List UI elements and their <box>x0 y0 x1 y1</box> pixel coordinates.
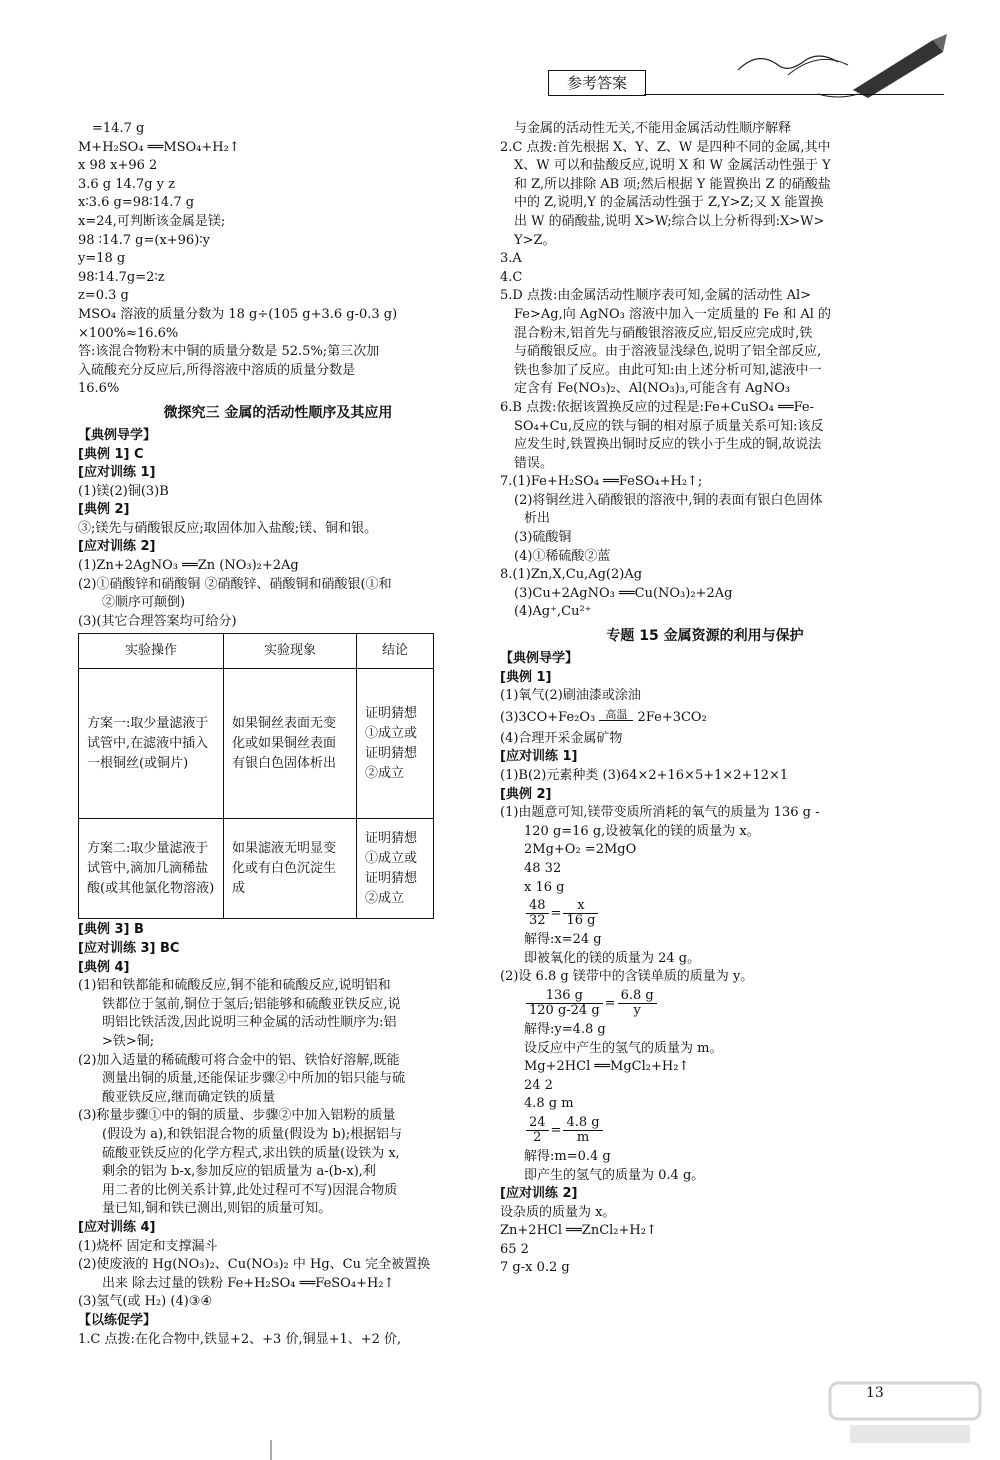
text-line: (4)①稀硫酸②蓝 <box>514 548 611 564</box>
text-line: 48 32 <box>524 860 562 876</box>
text-line: 与硝酸银反应。由于溶液显浅绿色,说明了铝全部反应, <box>514 344 822 360</box>
text-line: MSO₄ 溶液的质量分数为 18 g÷(105 g+3.6 g-0.3 g) <box>78 306 398 322</box>
text-line: 设杂质的质量为 x。 <box>500 1204 616 1220</box>
text-line: 出来 除去过量的铁粉 Fe+H₂SO₄ ══FeSO₄+H₂↑ <box>102 1275 395 1291</box>
condition-label: 高温 <box>605 707 628 721</box>
text-line: (1)镁(2)铜(3)B <box>78 483 169 499</box>
text-line: 析出 <box>524 511 551 527</box>
text-line: x 98 x+96 2 <box>78 158 158 174</box>
watermark-logo-icon <box>820 1375 990 1450</box>
text-line: 量已知,铜和铁已测出,则铝的质量可知。 <box>102 1201 332 1217</box>
text-line: SO₄+Cu,反应的铁与铜的相对原子质量关系可知:该反 <box>514 418 824 434</box>
text-line: 混合粉末,铝首先与硝酸银溶液反应,铝反应完成时,铁 <box>514 325 813 341</box>
text-line: (3)氢气(或 H₂) (4)③④ <box>78 1294 213 1310</box>
text-line: (3)Cu+2AgNO₃ ══Cu(NO₃)₂+2Ag <box>514 585 733 601</box>
text-line: 2.C 点拨:首先根据 X、Y、Z、W 是四种不同的金属,其中 <box>500 139 831 155</box>
text-line: (3)(其它合理答案均可给分) <box>78 613 237 629</box>
text-line: (1)B(2)元素种类 (3)64×2+16×5+1×2+12×1 <box>500 768 789 783</box>
table-cell: 方案一:取少量滤液于试管中,在滤液中插入一根铜丝(或铜片) <box>79 669 224 819</box>
text-line: 出 W 的硝酸盐,说明 X>W;综合以上分析得到:X>W> <box>514 213 825 229</box>
section-title-1: 微探究三 金属的活动性顺序及其应用 <box>163 404 393 421</box>
text-line: 入硫酸充分反应后,所得溶液中溶质的质量分数是 <box>78 362 356 378</box>
right-block-3 <box>500 730 910 897</box>
text-line: 65 2 <box>500 1241 529 1257</box>
table-cell: 如果滤液无明显变化或有白色沉淀生成 <box>224 819 357 919</box>
left-column <box>78 120 478 1349</box>
right-column <box>500 120 910 1278</box>
text-line: ×100%≈16.6% <box>78 325 179 341</box>
fraction: $\frac{24}{2}$ <box>526 1116 549 1145</box>
text-line: 错误。 <box>514 455 554 471</box>
text-line: 16.6% <box>78 381 120 397</box>
text-line: 中的 Z,说明,Y 的金属活动性强于 Z,Y>Z;又 X 能置换 <box>514 195 824 211</box>
header-title: 参考答案 <box>548 70 646 96</box>
text-line: 【典例导学】 <box>78 427 157 443</box>
fold-mark <box>270 1440 272 1460</box>
text-line: (4)合理开采金属矿物 <box>500 730 623 746</box>
text-line: [典例 4] <box>78 959 130 975</box>
text-line: 7.(1)Fe+H₂SO₄ ══FeSO₄+H₂↑; <box>500 474 703 490</box>
text-line: X、W 可以和盐酸反应,说明 X 和 W 金属活动性强于 Y <box>514 158 831 174</box>
text-line: 测量出铜的质量,还能保证步骤②中所加的铝只能与硫 <box>102 1071 406 1087</box>
text-line: 定含有 Fe(NO₃)₂、Al(NO₃)₃,可能含有 AgNO₃ <box>514 381 791 397</box>
text-line: (1)铝和铁都能和硫酸反应,铜不能和硫酸反应,说明铝和 <box>78 978 391 994</box>
table-header: 实验操作 <box>79 634 224 669</box>
section-title-2: 专题 15 金属资源的利用与保护 <box>606 628 804 645</box>
text-line: ③;镁先与硝酸银反应;取固体加入盐酸;镁、铜和银。 <box>78 520 378 536</box>
text-line: >铁>铜; <box>102 1034 155 1049</box>
text-line: 和 Z,所以排除 AB 项;然后根据 Y 能置换出 Z 的硝酸盐 <box>514 176 831 192</box>
text-line: 【以练促学】 <box>78 1312 157 1328</box>
right-block-4 <box>500 931 910 987</box>
text-line: 应发生时,铁置换出铜时反应的铁小于生成的铜,故说法 <box>514 437 822 453</box>
table-cell: 如果铜丝表面无变化或如果铜丝表面有银白色固体析出 <box>224 669 357 819</box>
text-line: ②顺序可颠倒) <box>102 595 186 611</box>
text-line: =14.7 g <box>92 121 145 136</box>
text-line: 解得:x=24 g <box>524 932 602 948</box>
text-line: (2)加入适量的稀硫酸可将合金中的铝、铁恰好溶解,既能 <box>78 1052 400 1068</box>
table-row <box>79 819 434 919</box>
text-line: Zn+2HCl ══ZnCl₂+H₂↑ <box>500 1223 657 1239</box>
equation-right: 2Fe+3CO₂ <box>637 709 707 725</box>
text-line: 2Mg+O₂ =2MgO <box>524 842 637 858</box>
text-line: y=18 g <box>78 251 126 267</box>
right-block-6 <box>500 1148 910 1278</box>
text-line: [应对训练 3] BC <box>78 941 180 957</box>
text-line: (2)使废液的 Hg(NO₃)₂、Cu(NO₃)₂ 中 Hg、Cu 完全被置换 <box>78 1257 431 1273</box>
table-header: 实验现象 <box>224 634 357 669</box>
proportion-2: $\frac{136 g}{120 g-24 g}$ = $\frac{6.8 g}{y}$ <box>500 987 910 1021</box>
fraction: $\frac{x}{16 g}$ <box>563 899 598 928</box>
text-line: 1.C 点拨:在化合物中,铁显+2、+3 价,铜显+1、+2 价, <box>78 1331 402 1347</box>
fraction: $\frac{6.8 g}{y}$ <box>618 989 657 1018</box>
text-line: 解得:y=4.8 g <box>524 1021 606 1037</box>
table-row <box>79 669 434 819</box>
text-line: 【典例导学】 <box>500 651 579 667</box>
table-header: 结论 <box>357 634 434 669</box>
text-line: 铁都位于氢前,铜位于氢后;铝能够和硫酸亚铁反应,说 <box>102 996 401 1012</box>
text-line: (3)硫酸铜 <box>514 530 572 546</box>
text-line: 3.6 g 14.7g y z <box>78 176 175 192</box>
right-block-1 <box>500 120 910 622</box>
text-line: (3)称量步骤①中的铜的质量、步骤②中加入铝粉的质量 <box>78 1108 396 1124</box>
text-line: 硫酸亚铁反应的化学方程式,求出铁的质量(设铁为 x, <box>102 1145 400 1161</box>
text-line: z=0.3 g <box>78 288 129 304</box>
text-line: (2)设 6.8 g 镁带中的含镁单质的质量为 y。 <box>500 969 754 985</box>
text-line: 6.B 点拨:依据该置换反应的过程是:Fe+CuSO₄ ══Fe- <box>500 399 815 415</box>
text-line: 98∶14.7g=2∶z <box>78 269 165 285</box>
text-line: [典例 3] B <box>78 922 144 938</box>
proportion-1: $\frac{48}{32}$ = $\frac{x}{16 g}$ <box>500 897 910 931</box>
text-line: 剩余的铝为 b-x,参加反应的铝质量为 a-(b-x),利 <box>102 1164 376 1180</box>
text-line: (2)①硝酸锌和硝酸铜 ②硝酸锌、硝酸铜和硝酸银(①和 <box>78 576 392 592</box>
text-line: [典例 1] C <box>78 446 144 462</box>
text-line: [典例 2] <box>500 786 552 802</box>
text-line: 8.(1)Zn,X,Cu,Ag(2)Ag <box>500 567 643 583</box>
fraction: $\frac{48}{32}$ <box>526 899 549 928</box>
text-line: 5.D 点拨:由金属活动性顺序表可知,金属的活动性 Al> <box>500 288 812 304</box>
table-cell: 证明猜想①成立或证明猜想②成立 <box>357 819 434 919</box>
text-line: 即产生的氢气的质量为 0.4 g。 <box>524 1167 705 1183</box>
text-line: (1)烧杯 固定和支撑漏斗 <box>78 1238 218 1254</box>
text-line: [典例 2] <box>78 502 130 518</box>
left-block-2 <box>78 427 478 632</box>
text-line: 7 g-x 0.2 g <box>500 1260 570 1276</box>
text-line: [应对训练 1] <box>500 749 578 765</box>
text-line: 解得:m=0.4 g <box>524 1148 611 1164</box>
table-cell: 方案二:取少量滤液于试管中,滴加几滴稀盐酸(或其他氯化物溶液) <box>79 819 224 919</box>
text-line: [典例 1] <box>500 669 552 685</box>
text-line: [应对训练 2] <box>500 1186 578 1202</box>
text-line: Mg+2HCl ══MgCl₂+H₂↑ <box>524 1059 690 1075</box>
page-number: 13 <box>866 1385 884 1401</box>
text-line: 98 ∶14.7 g=(x+96)∶y <box>78 232 210 248</box>
right-block-2 <box>500 650 910 706</box>
page-header <box>548 30 968 100</box>
text-line: Y>Z。 <box>514 232 556 248</box>
text-line: 用二者的比例关系计算,此处过程可不写)因混合物质 <box>102 1182 398 1198</box>
text-line: 即被氧化的镁的质量为 24 g。 <box>524 950 701 966</box>
text-line: 120 g=16 g,设被氧化的镁的质量为 x。 <box>524 823 760 839</box>
reaction-condition <box>599 707 633 721</box>
text-line: 24 2 <box>524 1077 553 1093</box>
text-line: 设反应中产生的氢气的质量为 m。 <box>524 1040 723 1056</box>
text-line: 铁也参加了反应。由此可知:由上述分析可知,滤液中一 <box>514 362 822 378</box>
table-cell: 证明猜想①成立或证明猜想②成立 <box>357 669 434 819</box>
text-line: (1)由题意可知,镁带变质所消耗的氧气的质量为 136 g - <box>500 805 820 821</box>
text-line: [应对训练 1] <box>78 465 156 481</box>
equation-left: (3)3CO+Fe₂O₃ <box>500 709 600 725</box>
text-line: M+H₂SO₄ ══MSO₄+H₂↑ <box>78 139 240 155</box>
high-temp-equation <box>500 706 910 730</box>
text-line: x∶3.6 g=98∶14.7 g <box>78 195 195 211</box>
left-block-3 <box>78 921 478 1349</box>
fraction: $\frac{4.8 g}{m}$ <box>563 1116 602 1145</box>
text-line: 4.8 g m <box>524 1096 574 1112</box>
text-line: (4)Ag⁺,Cu²⁺ <box>514 604 592 620</box>
text-line: 3.A <box>500 251 522 267</box>
right-block-5 <box>500 1021 910 1114</box>
text-line: (2)将铜丝进入硝酸银的溶液中,铜的表面有银白色固体 <box>514 492 823 508</box>
experiment-table <box>78 633 434 919</box>
text-line: x 16 g <box>524 879 565 895</box>
text-line: 4.C <box>500 269 523 285</box>
text-line: [应对训练 4] <box>78 1219 156 1235</box>
text-line: 与金属的活动性无关,不能用金属活动性顺序解释 <box>514 121 792 136</box>
pen-ornament-icon <box>728 30 968 100</box>
text-line: [应对训练 2] <box>78 539 156 555</box>
text-line: Fe>Ag,向 AgNO₃ 溶液中加入一定质量的 Fe 和 Al 的 <box>514 306 832 322</box>
text-line: 明铝比铁活泼,因此说明三种金属的活动性顺序为:铝 <box>102 1015 397 1031</box>
text-line: (假设为 a),和铁铝混合物的质量(假设为 b);根据铝与 <box>102 1126 403 1142</box>
proportion-3: $\frac{24}{2}$ = $\frac{4.8 g}{m}$ <box>500 1114 910 1148</box>
text-line: (1)氧气(2)刷油漆或涂油 <box>500 688 641 704</box>
text-line: 酸亚铁反应,继而确定铁的质量 <box>102 1089 276 1105</box>
header-rule <box>644 94 944 95</box>
text-line: (1)Zn+2AgNO₃ ══Zn (NO₃)₂+2Ag <box>78 558 299 574</box>
fraction: $\frac{136 g}{120 g-24 g}$ <box>526 989 603 1018</box>
left-block-1 <box>78 120 478 399</box>
text-line: x=24,可判断该金属是镁; <box>78 213 226 229</box>
text-line: 答:该混合物粉末中铜的质量分数是 52.5%;第三次加 <box>78 344 380 360</box>
